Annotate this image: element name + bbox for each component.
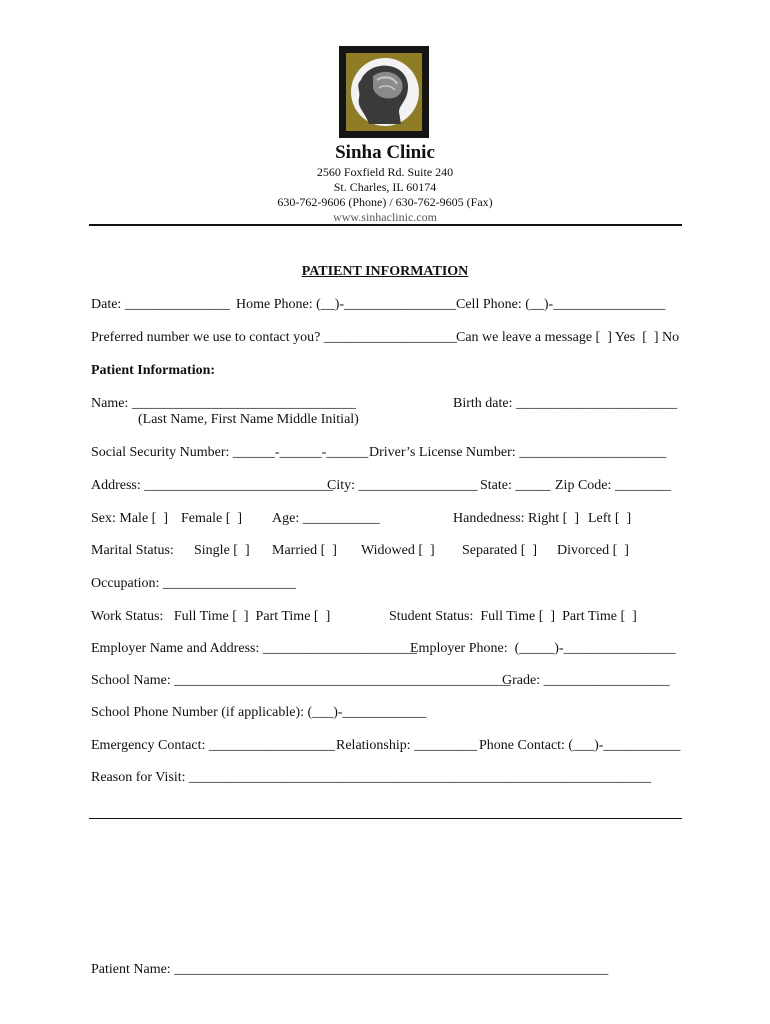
- clinic-address-line2: St. Charles, IL 60174: [333, 180, 437, 194]
- drivers-license-field[interactable]: Driver’s License Number: _____________________: [369, 445, 667, 460]
- grade-field[interactable]: Grade: __________________: [502, 673, 670, 688]
- marital-status-label: Marital Status:: [91, 543, 174, 558]
- clinic-name: Sinha Clinic: [335, 142, 435, 163]
- student-status-checkboxes[interactable]: Student Status: Full Time [ ] Part Time [ ]: [389, 609, 637, 624]
- handedness-right-checkbox[interactable]: Handedness: Right [ ]: [453, 511, 579, 526]
- leave-message-checkboxes[interactable]: Can we leave a message [ ] Yes [ ] No: [456, 330, 680, 345]
- school-name-field[interactable]: School Name: ________________________________________________: [91, 673, 511, 688]
- preferred-number-field[interactable]: Preferred number we use to contact you? ___________________: [91, 330, 457, 345]
- reason-continuation-line[interactable]: [89, 818, 682, 819]
- form-title: PATIENT INFORMATION: [301, 264, 469, 279]
- school-phone-field[interactable]: School Phone Number (if applicable): (___)-____________: [91, 705, 427, 720]
- city-field[interactable]: City: _________________: [327, 478, 478, 493]
- ssn-field[interactable]: Social Security Number: ______-______-______: [91, 445, 369, 460]
- emergency-phone-field[interactable]: Phone Contact: (___)-___________: [479, 738, 681, 753]
- cell-phone-field[interactable]: Cell Phone: (__)-________________: [456, 297, 666, 312]
- clinic-website: www.sinhaclinic.com: [333, 210, 437, 224]
- home-phone-field[interactable]: Home Phone: (__)-________________: [236, 297, 457, 312]
- handedness-left-checkbox[interactable]: Left [ ]: [588, 511, 632, 526]
- header-divider: [89, 224, 682, 226]
- occupation-field[interactable]: Occupation: ___________________: [91, 576, 296, 591]
- clinic-logo: [339, 46, 429, 138]
- marital-separated-checkbox[interactable]: Separated [ ]: [462, 543, 538, 558]
- reason-for-visit-field[interactable]: Reason for Visit: __________________________________________________________________: [91, 770, 652, 785]
- patient-information-heading: Patient Information:: [91, 363, 216, 378]
- employer-phone-field[interactable]: Employer Phone: (_____)-________________: [410, 641, 676, 656]
- clinic-address-line1: 2560 Foxfield Rd. Suite 240: [316, 165, 454, 179]
- birth-date-field[interactable]: Birth date: _______________________: [453, 396, 677, 411]
- state-field[interactable]: State: _____: [480, 478, 551, 493]
- marital-married-checkbox[interactable]: Married [ ]: [272, 543, 337, 558]
- sex-male-checkbox[interactable]: Sex: Male [ ]: [91, 511, 168, 526]
- employer-name-address-field[interactable]: Employer Name and Address: ______________________: [91, 641, 417, 656]
- address-field[interactable]: Address: ___________________________: [91, 478, 334, 493]
- head-silhouette-icon: [339, 46, 429, 138]
- emergency-contact-field[interactable]: Emergency Contact: __________________: [91, 738, 335, 753]
- sex-female-checkbox[interactable]: Female [ ]: [181, 511, 243, 526]
- clinic-phone-fax: 630-762-9606 (Phone) / 630-762-9605 (Fax): [277, 195, 493, 209]
- date-field[interactable]: Date: _______________: [91, 297, 230, 312]
- age-field[interactable]: Age: ___________: [272, 511, 380, 526]
- zip-code-field[interactable]: Zip Code: ________: [555, 478, 671, 493]
- work-status-checkboxes[interactable]: Work Status: Full Time [ ] Part Time [ ]: [91, 609, 331, 624]
- relationship-field[interactable]: Relationship: _________: [336, 738, 478, 753]
- marital-single-checkbox[interactable]: Single [ ]: [194, 543, 250, 558]
- marital-divorced-checkbox[interactable]: Divorced [ ]: [557, 543, 629, 558]
- name-format-hint: (Last Name, First Name Middle Initial): [138, 412, 359, 427]
- patient-name-footer-field[interactable]: Patient Name: ______________________________________________________________: [91, 962, 609, 977]
- marital-widowed-checkbox[interactable]: Widowed [ ]: [361, 543, 435, 558]
- name-field[interactable]: Name: ________________________________: [91, 396, 356, 411]
